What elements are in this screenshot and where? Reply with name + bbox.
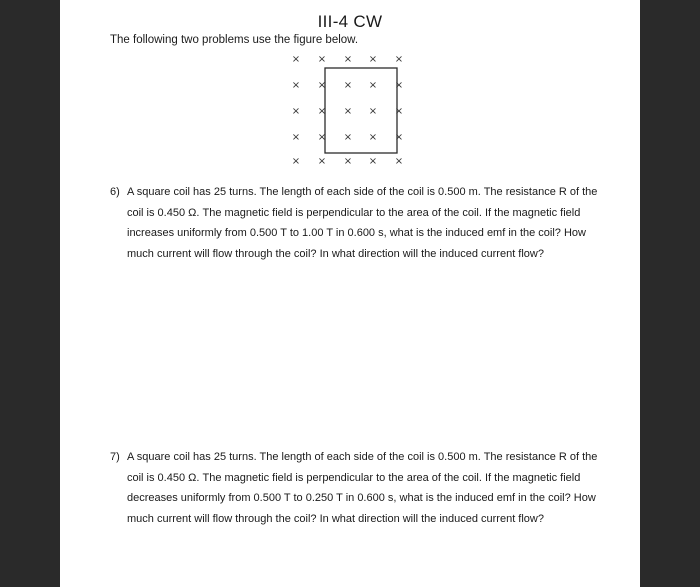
field-cross-icon: ×	[291, 54, 301, 65]
field-cross-icon: ×	[343, 156, 353, 167]
field-cross-icon: ×	[317, 106, 327, 117]
field-cross-icon: ×	[394, 156, 404, 167]
field-cross-icon: ×	[317, 54, 327, 65]
field-cross-icon: ×	[368, 156, 378, 167]
problem-7	[110, 447, 610, 529]
magnetic-field-figure	[282, 50, 422, 175]
right-dark-margin	[640, 0, 700, 587]
field-cross-icon: ×	[291, 156, 301, 167]
field-cross-icon: ×	[343, 106, 353, 117]
problem-7-number: 7)	[110, 451, 120, 463]
field-cross-icon: ×	[291, 132, 301, 143]
field-cross-icon: ×	[394, 54, 404, 65]
field-cross-icon: ×	[368, 54, 378, 65]
left-dark-margin	[0, 0, 60, 587]
page-title: III-4 CW	[317, 12, 383, 31]
field-cross-icon: ×	[317, 156, 327, 167]
field-grid-svg	[282, 50, 422, 175]
field-cross-icon: ×	[368, 132, 378, 143]
field-cross-icon: ×	[317, 80, 327, 91]
field-cross-icon: ×	[317, 132, 327, 143]
field-cross-icon: ×	[291, 80, 301, 91]
field-cross-icon: ×	[394, 80, 404, 91]
field-cross-icon: ×	[368, 80, 378, 91]
field-cross-icon: ×	[368, 106, 378, 117]
problem-6-number: 6)	[110, 186, 120, 198]
field-cross-icon: ×	[343, 54, 353, 65]
field-cross-icon: ×	[343, 80, 353, 91]
field-crosses	[292, 54, 403, 167]
problem-6	[110, 182, 610, 264]
field-cross-icon: ×	[394, 132, 404, 143]
intro-text: The following two problems use the figure below.	[110, 34, 359, 46]
problem-6-text: A square coil has 25 turns. The length of each side of the coil is 0.500 m. The resistance R of the coil is 0.450 Ω. The magnetic field is perpendicular to the area of the coil. If the magnetic field increases uniformly from 0.500 T to 1.00 T in 0.600 s, what is the induced emf in the coil? How much current will flow through the coil? In what direction will the induced current flow?	[127, 186, 598, 260]
problem-7-text: A square coil has 25 turns. The length of each side of the coil is 0.500 m. The resistance R of the coil is 0.450 Ω. The magnetic field is perpendicular to the area of the coil. If the magnetic field decreases uniformly from 0.500 T to 0.250 T in 0.600 s, what is the induced emf in the coil? How much current will flow through the coil? In what direction will the induced current flow?	[127, 451, 598, 525]
field-cross-icon: ×	[394, 106, 404, 117]
square-coil	[325, 68, 397, 153]
field-cross-icon: ×	[291, 106, 301, 117]
field-cross-icon: ×	[343, 132, 353, 143]
worksheet-page	[60, 0, 640, 587]
